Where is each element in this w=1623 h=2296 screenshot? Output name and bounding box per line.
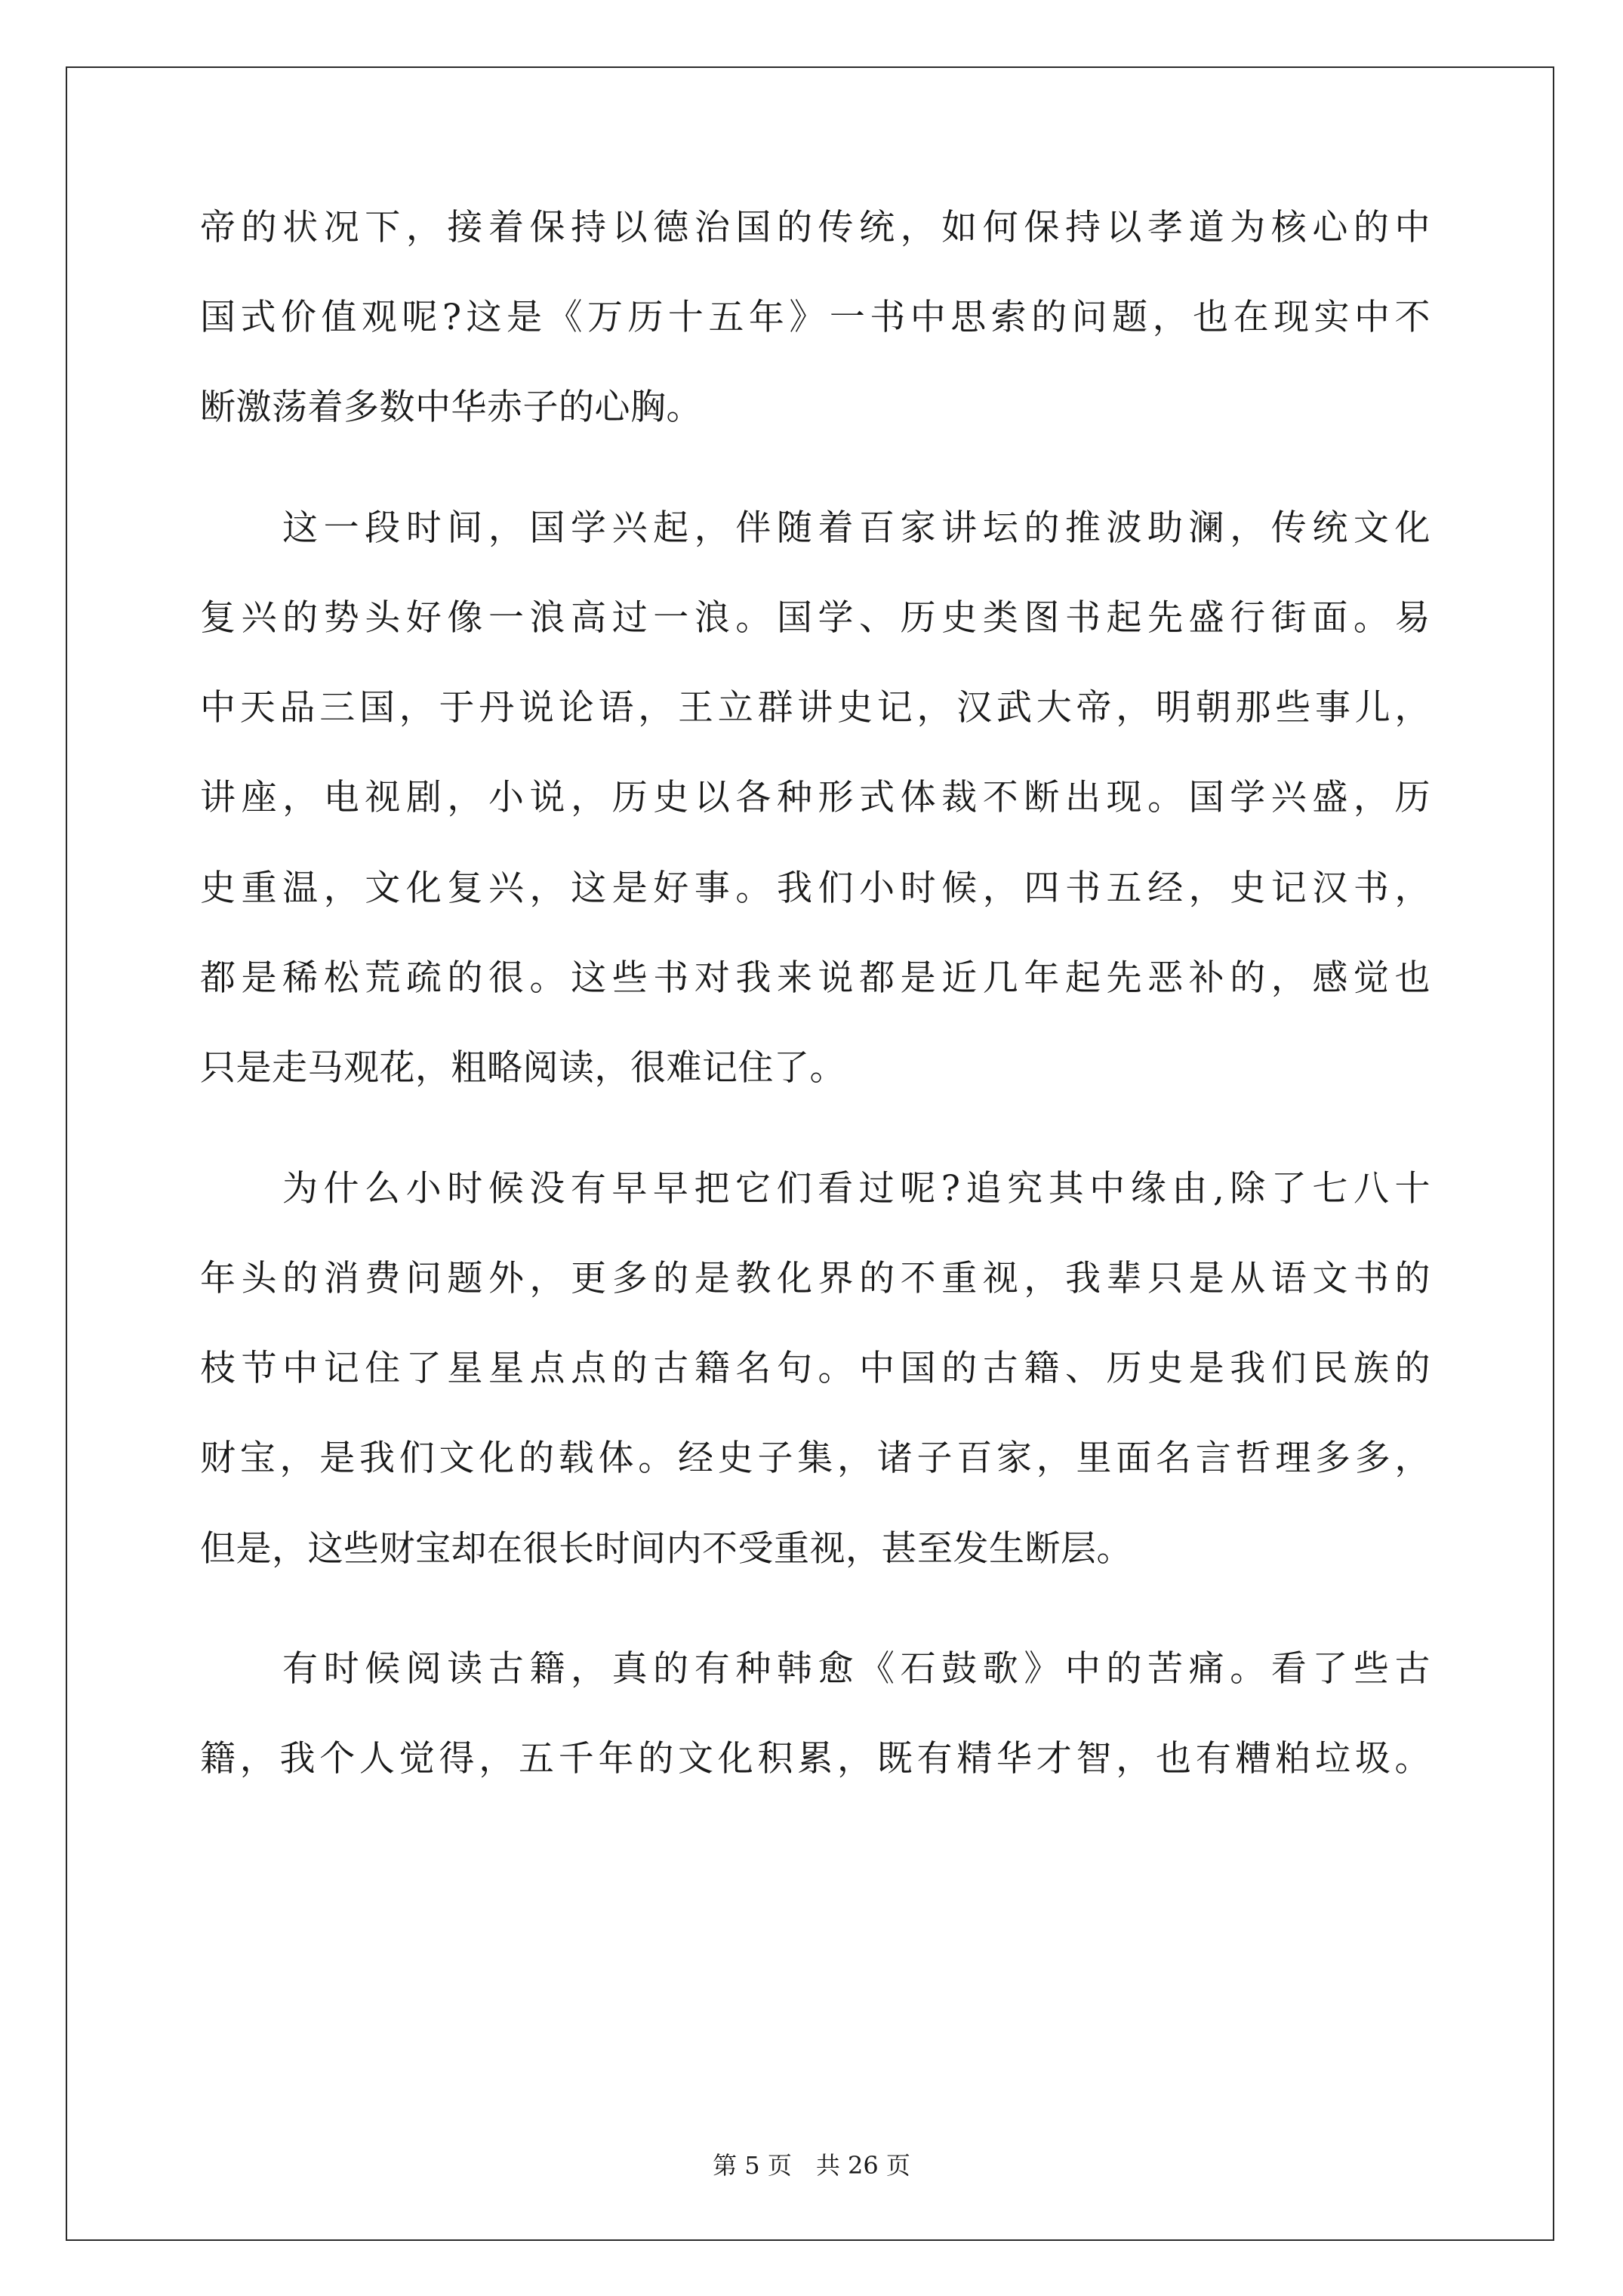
text-line: 年头的消费问题外，更多的是教化界的不重视，我辈只是从语文书的 (200, 1258, 1431, 1299)
text-line: 籍，我个人觉得，五千年的文化积累，既有精华才智，也有糟粕垃圾。 (200, 1738, 1431, 1780)
text-line: 国式价值观呢?这是《万历十五年》一书中思索的问题，也在现实中不 (200, 297, 1431, 338)
text-line: 帝的状况下，接着保持以德治国的传统，如何保持以孝道为核心的中 (200, 207, 1431, 248)
text-line: 史重温，文化复兴，这是好事。我们小时候，四书五经，史记汉书， (200, 868, 1431, 909)
text-line: 但是，这些财宝却在很长时间内不受重视，甚至发生断层。 (200, 1528, 1132, 1570)
paragraph-first-line: 这一段时间，国学兴起，伴随着百家讲坛的推波助澜，传统文化 (282, 507, 1431, 549)
paragraph-first-line: 有时候阅读古籍，真的有种韩愈《石鼓歌》中的苦痛。看了些古 (282, 1648, 1431, 1690)
page-number-footer: 第 5 页 共 26 页 (713, 2151, 910, 2180)
text-line: 复兴的势头好像一浪高过一浪。国学、历史类图书起先盛行街面。易 (200, 597, 1431, 639)
text-line: 都是稀松荒疏的很。这些书对我来说都是近几年起先恶补的，感觉也 (200, 957, 1431, 999)
text-line: 枝节中记住了星星点点的古籍名句。中国的古籍、历史是我们民族的 (200, 1348, 1431, 1389)
text-line: 讲座，电视剧，小说，历史以各种形式体裁不断出现。国学兴盛，历 (200, 777, 1431, 818)
text-line: 只是走马观花，粗略阅读，很难记住了。 (200, 1047, 845, 1089)
text-line: 断激荡着多数中华赤子的心胸。 (200, 387, 702, 428)
text-line: 中天品三国，于丹说论语，王立群讲史记，汉武大帝，明朝那些事儿， (200, 687, 1431, 729)
text-line: 财宝，是我们文化的载体。经史子集，诸子百家，里面名言哲理多多， (200, 1438, 1431, 1479)
paragraph-first-line: 为什么小时候没有早早把它们看过呢?追究其中缘由,除了七八十 (282, 1168, 1431, 1210)
